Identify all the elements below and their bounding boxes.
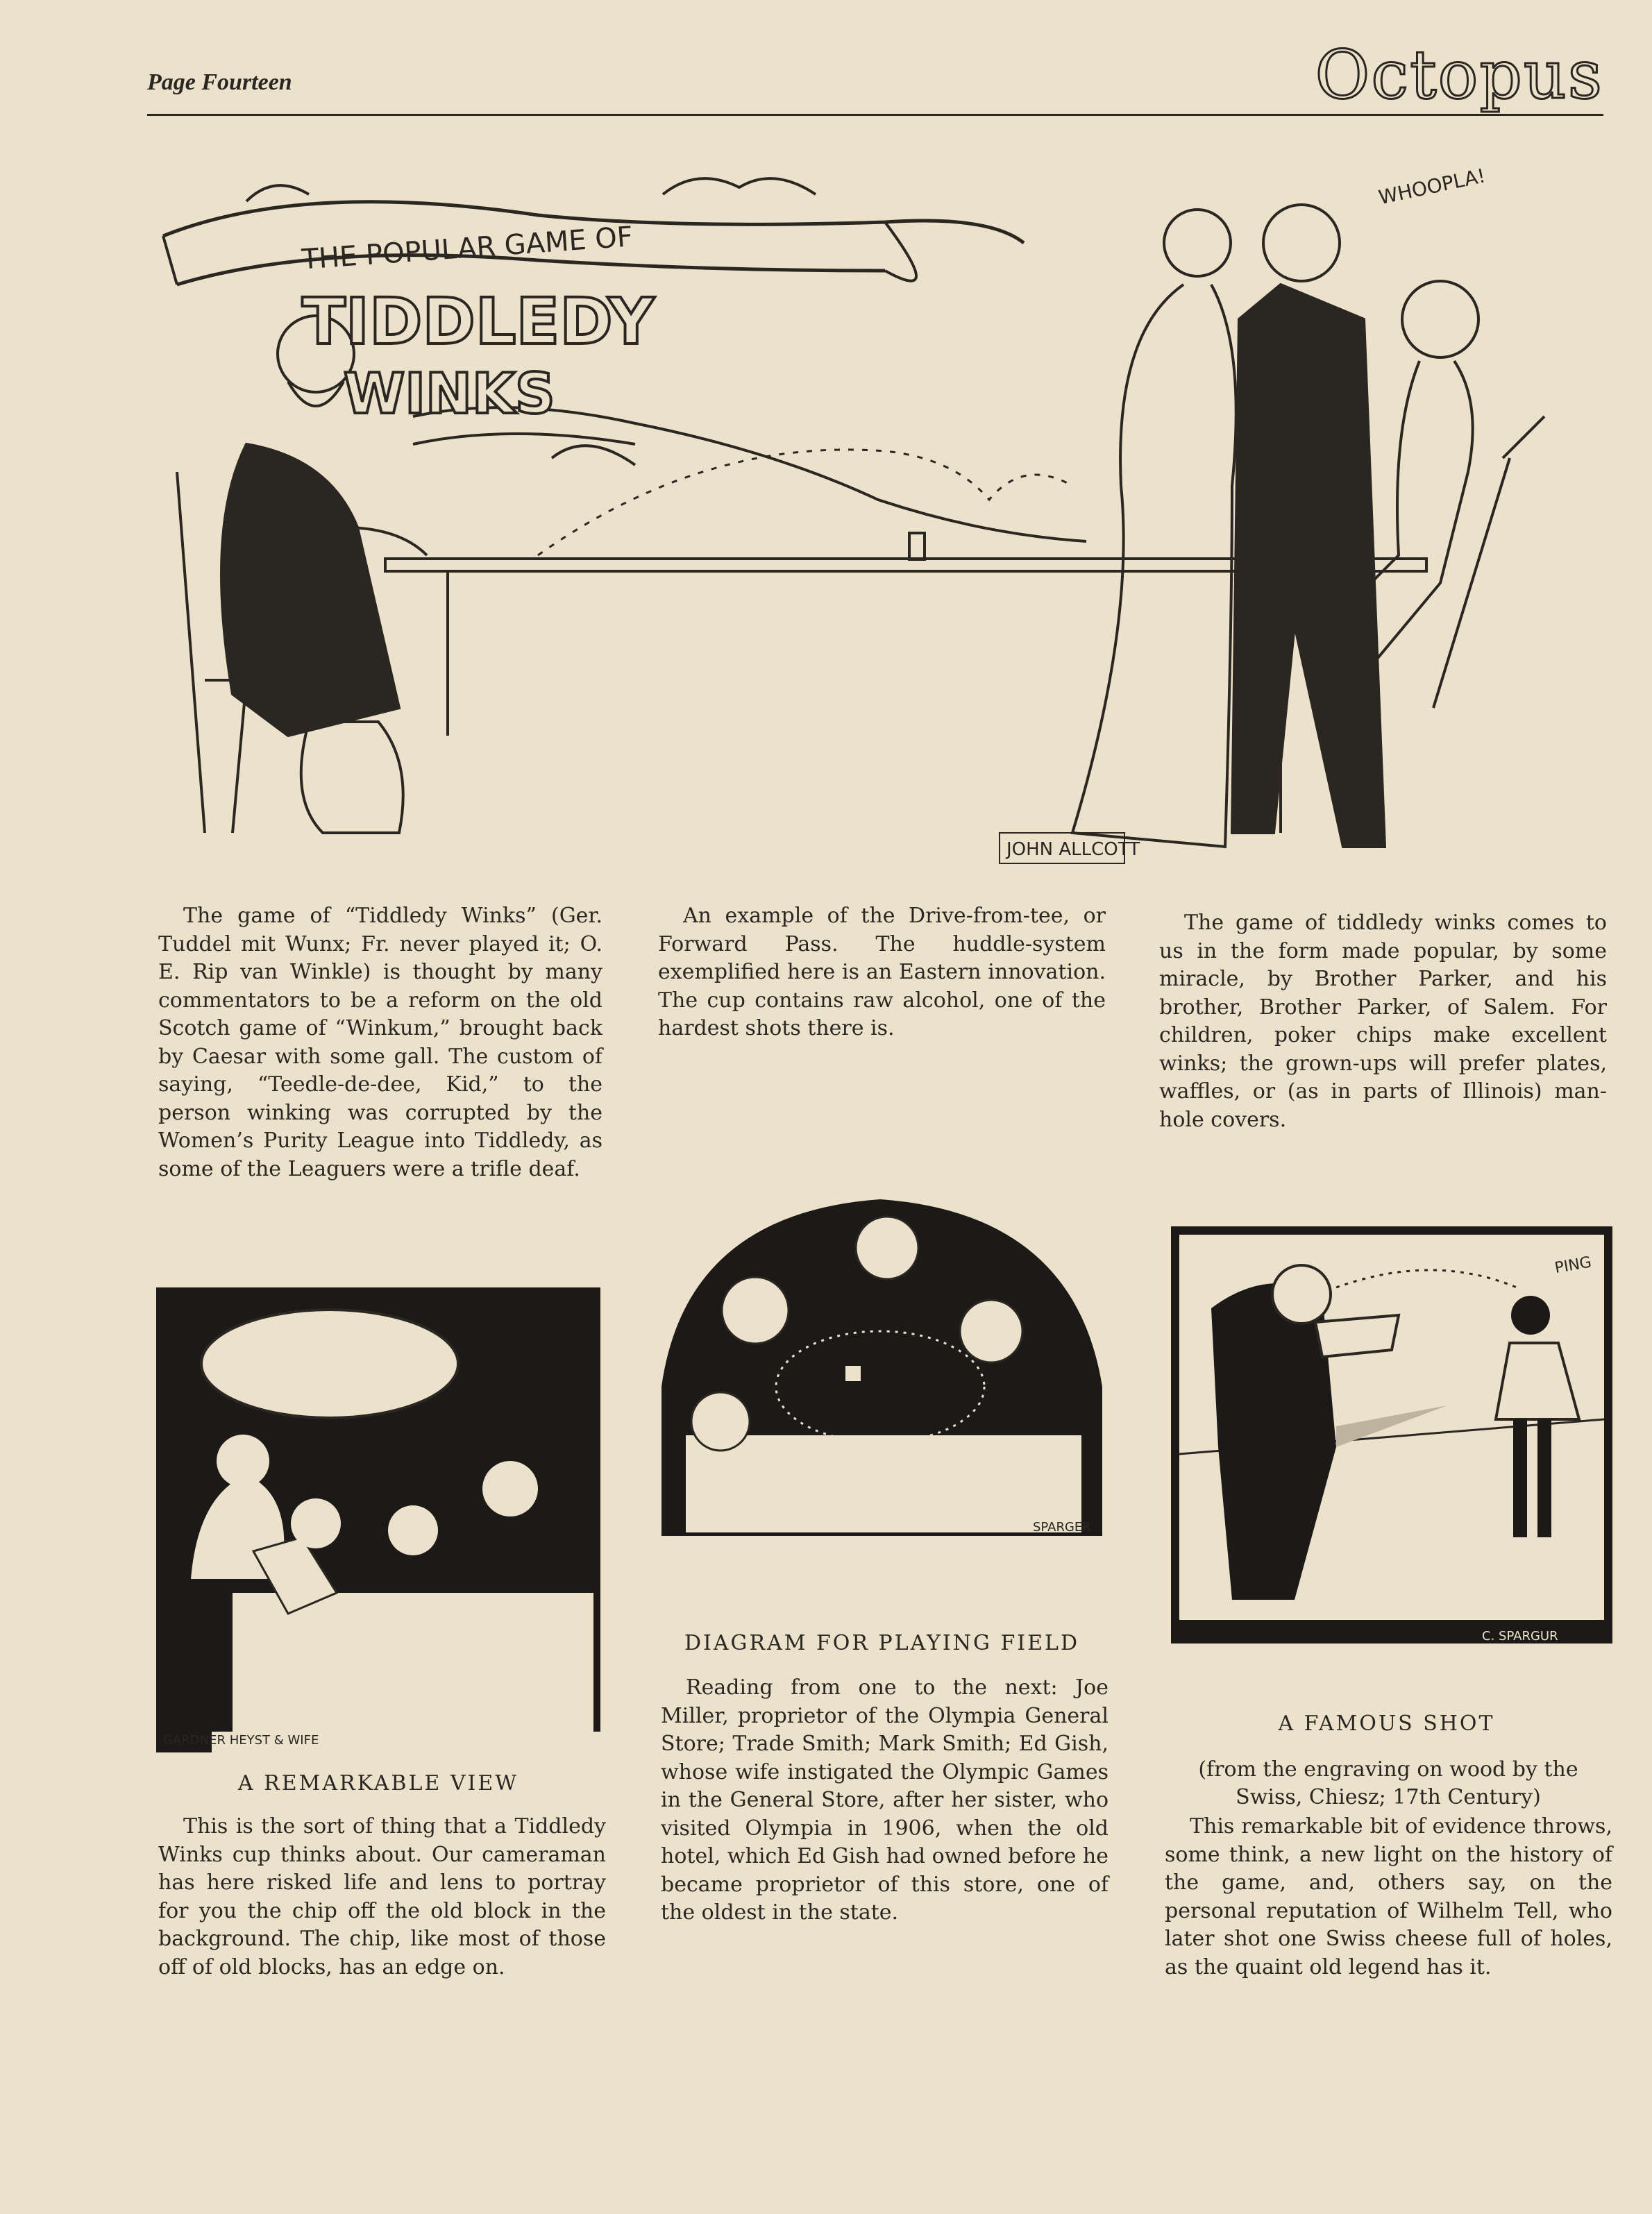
playing-field-signature: SPARGER (1033, 1520, 1091, 1535)
playing-field-column (661, 1674, 1109, 1927)
banner-title-1: TIDDLEDY (302, 285, 655, 359)
banner-line1: THE POPULAR GAME OF (301, 221, 634, 276)
banner-signature: JOHN ALLCOTT (1006, 839, 1140, 860)
banner-illustration (149, 139, 1614, 888)
famous-shot-column (1165, 1813, 1612, 1981)
intro-column-1 (158, 902, 602, 1183)
intro-paragraph-2: An example of the Drive-from-tee, or Forward Pass. The huddle-system exemplified here is an Eastern innovation. The cup contains raw alcohol, one of the hardest shots there is. (658, 904, 1106, 1040)
playing-field-paragraph: Reading from one to the next: Joe Miller, proprietor of the Olympia General Store; Trade Smith; Mark Smith; Ed Gish, whose wife instigated the Olympic Games in the General Store, after her sister, who visited Olympia in 1906, when the old hotel, which Ed Gish had owned before he became proprietor of this store, one of the oldest in the state. (661, 1675, 1109, 1925)
remarkable-view-paragraph: This is the sort of thing that a Tiddledy Winks cup thinks about. Our cameraman has here risked life and lens to portray for you the chip off the old block in the background. The chip, like most of those off of old blocks, has an edge on. (158, 1814, 606, 1979)
famous-shot-signature: C. SPARGUR (1482, 1629, 1558, 1643)
magazine-masthead: Octopus (1315, 36, 1603, 114)
playing-field-heading: DIAGRAM FOR PLAYING FIELD (684, 1631, 1080, 1655)
remarkable-view-column (158, 1813, 606, 1981)
famous-shot-exclaim: PING (1553, 1253, 1593, 1278)
playing-field-illustration (658, 1158, 1106, 1539)
intro-paragraph-1: The game of “Tiddledy Winks” (Ger. Tuddel mit Wunx; Fr. never played it; O. E. Rip van Winkle) is thought by many commentators to be a reform on the old Scotch game of “Winkum,” brought back by Caesar with some gall. The custom of saying, “Teedle-de-dee, Kid,” to the person winking was corrupted by the Women’s Purity League into Tiddledy, as some of the Leaguers were a trifle deaf. (158, 904, 602, 1181)
famous-shot-paragraph: This remarkable bit of evidence throws, some think, a new light on the history of the game, and, others say, on the personal reputation of Wilhelm Tell, who later shot one Swiss cheese full of holes, as the quaint old legend has it. (1165, 1814, 1612, 1979)
famous-shot-illustration (1170, 1225, 1614, 1645)
remarkable-view-signature: GARDNER HEYST & WIFE (163, 1733, 319, 1748)
header-rule (147, 114, 1603, 116)
banner-title-2: WINKS (344, 362, 555, 426)
remarkable-view-heading: A REMARKABLE VIEW (237, 1771, 519, 1795)
banner-exclaim: WHOOPLA! (1376, 164, 1487, 210)
famous-shot-heading: A FAMOUS SHOT (1278, 1712, 1495, 1736)
page-number: Page Fourteen (147, 69, 292, 95)
famous-shot-subheading: (from the engraving on wood by the Swiss, Chiesz; 17th Century) (1198, 1757, 1578, 1809)
intro-column-3 (1159, 909, 1607, 1134)
intro-paragraph-3: The game of tiddledy winks comes to us in the form made popular, by some miracle, by Brother Parker, and his brother, Brother Parker, of Salem. For children, poker chips make excellent winks; the grown-ups will prefer plates, waffles, or (as in parts of Illinois) man-hole covers. (1159, 911, 1607, 1132)
remarkable-view-illustration (156, 1287, 600, 1752)
intro-column-2 (658, 902, 1106, 1043)
